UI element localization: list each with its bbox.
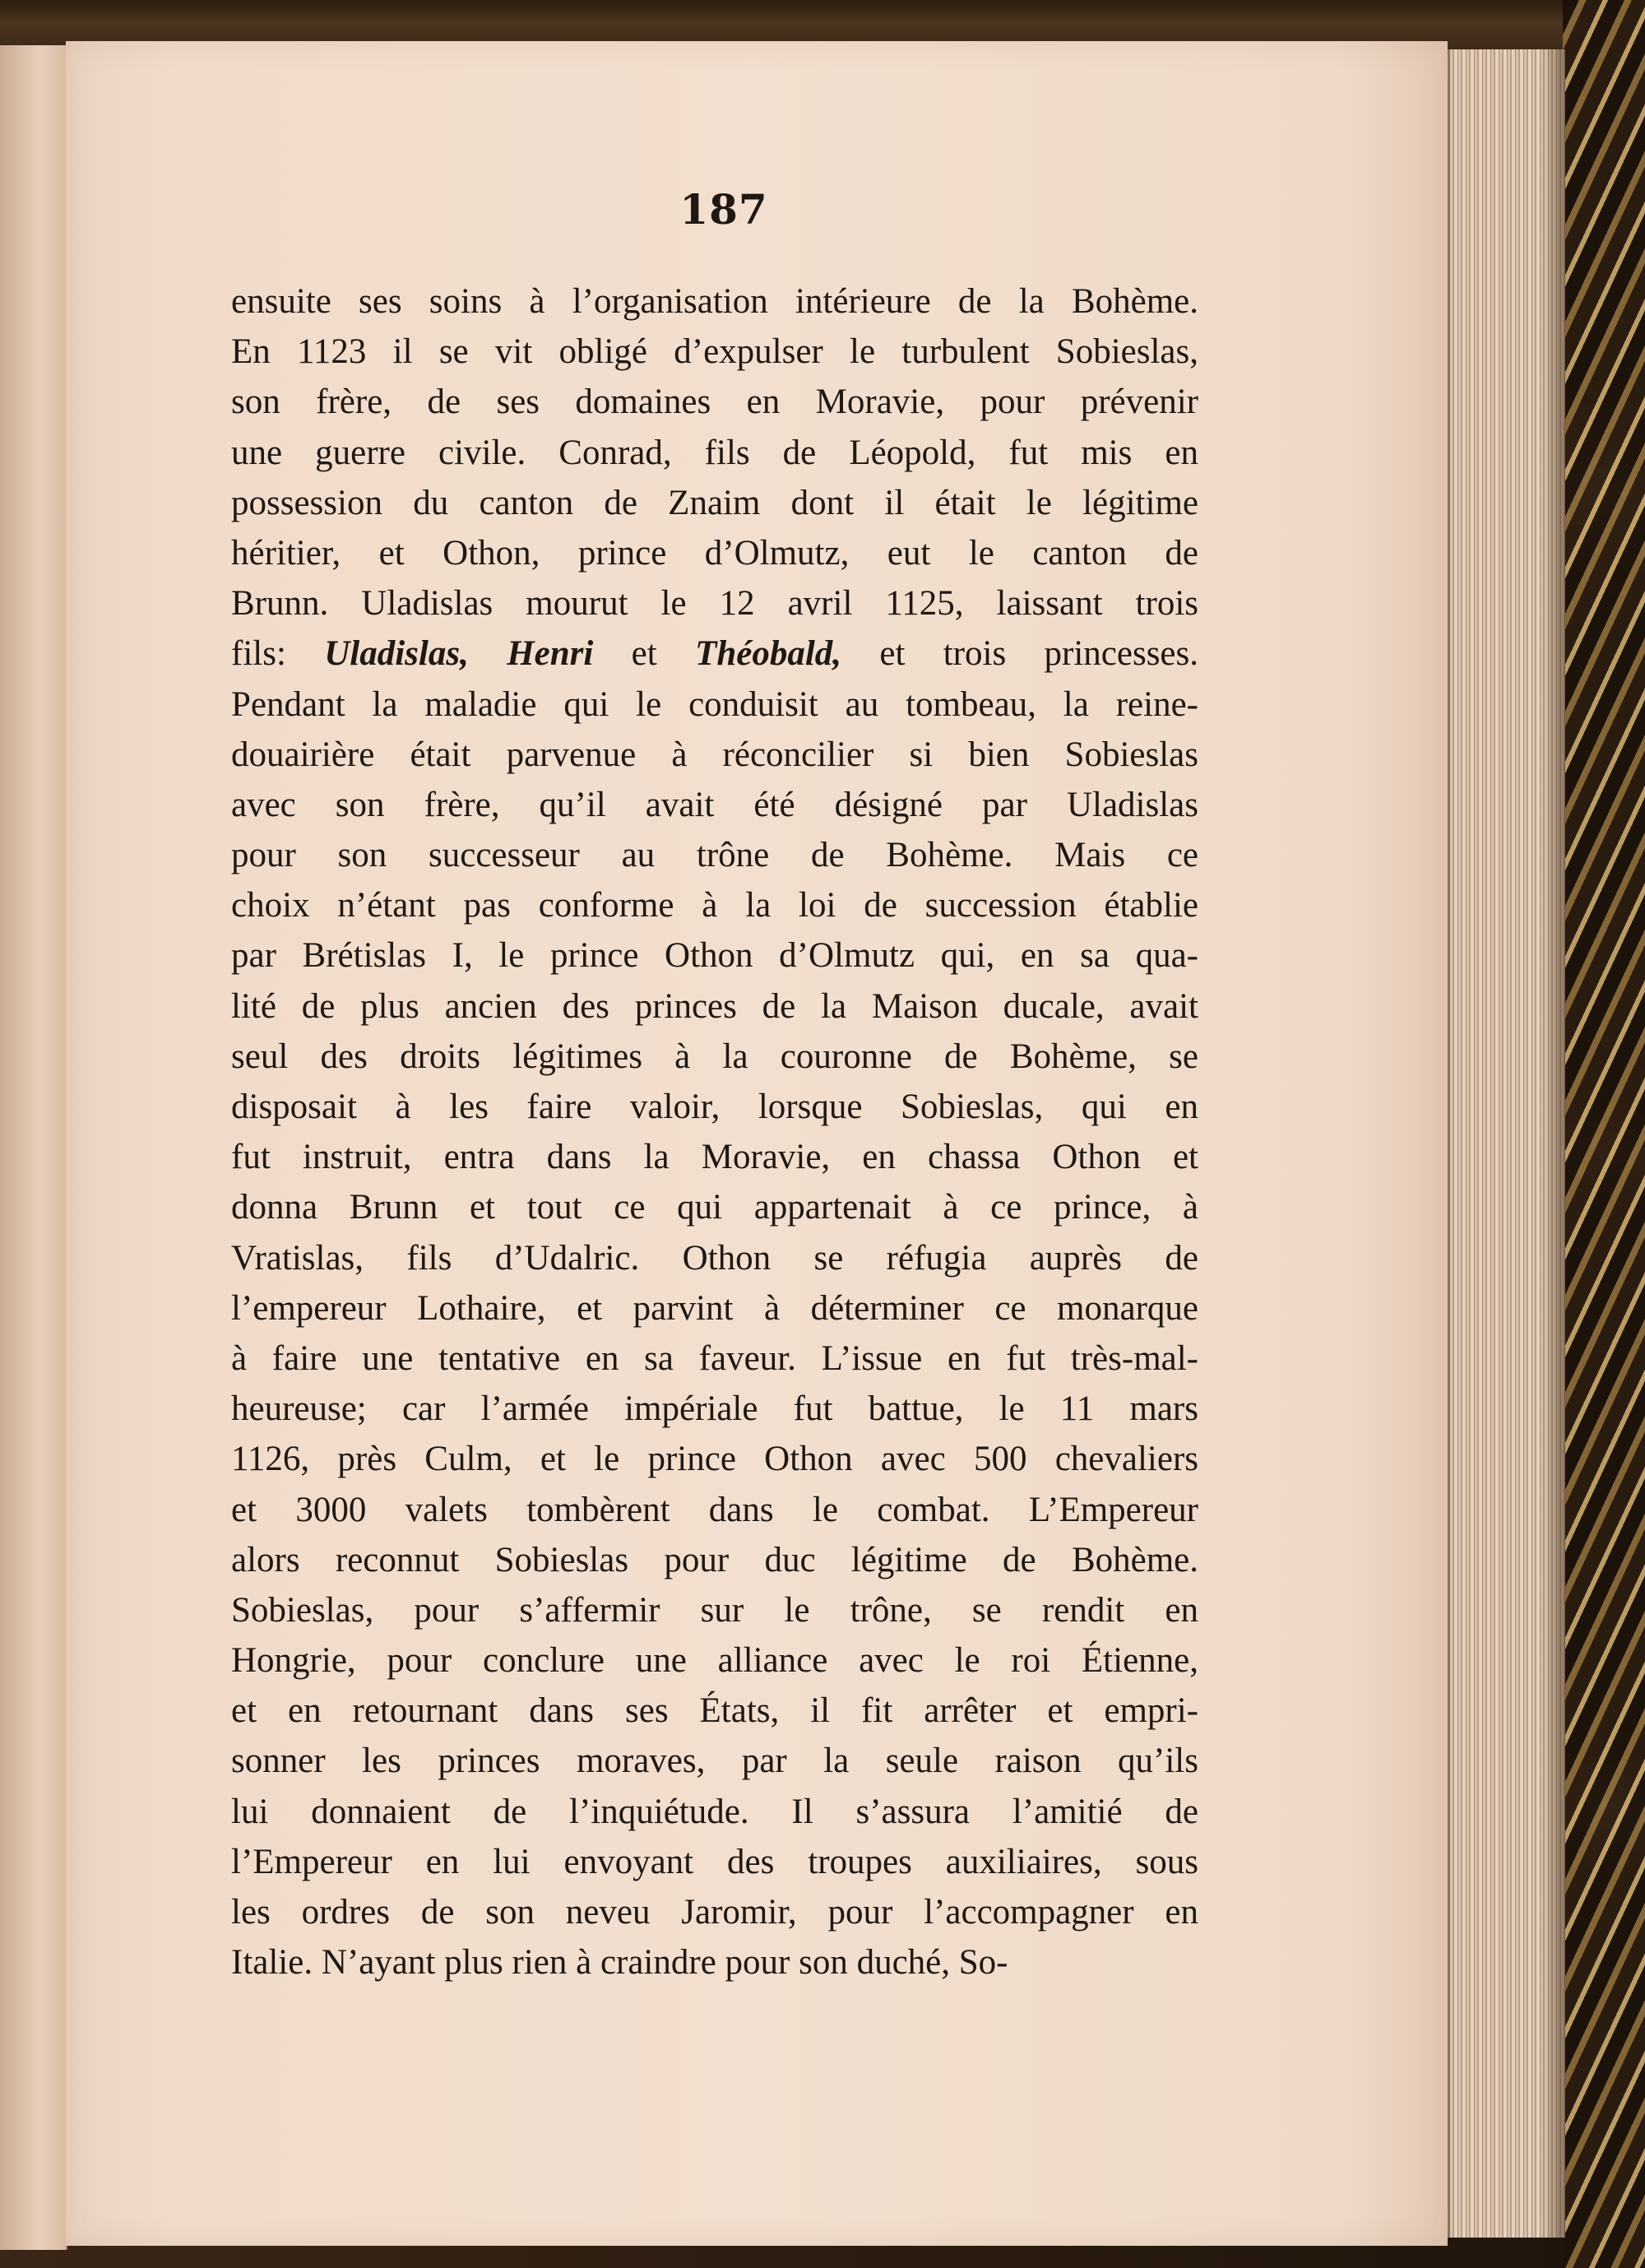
text-line xyxy=(231,1283,1198,1333)
italic-name: Théobald, xyxy=(695,634,842,674)
text-line xyxy=(231,528,1198,578)
text-line xyxy=(231,730,1198,780)
text-segment: et en retournant dans ses États, il fit arrêter et empri- xyxy=(231,1691,1198,1731)
text-line xyxy=(231,1233,1198,1283)
text-segment: 1126, près Culm, et le prince Othon avec 500 chevaliers xyxy=(231,1440,1198,1479)
text-segment: avec son frère, qu’il avait été désigné par Uladislas xyxy=(231,785,1198,824)
text-segment: pour son successeur au trône de Bohème. Mais ce xyxy=(231,836,1198,875)
text-segment: par Brétislas I, le prince Othon d’Olmutz qui, en sa qua- xyxy=(231,936,1198,976)
text-segment: possession du canton de Znaim dont il était le légitime xyxy=(231,483,1198,522)
text-line xyxy=(231,377,1198,427)
text-segment: heureuse; car l’armée impériale fut battue, le 11 mars xyxy=(231,1389,1198,1429)
text-segment: à faire une tentative en sa faveur. L’issue en fut très-mal- xyxy=(231,1338,1198,1378)
text-line xyxy=(231,1082,1198,1132)
text-line xyxy=(231,1434,1198,1484)
italic-name: Henri xyxy=(507,634,594,674)
text-segment: douairière était parvenue à réconcilier si bien Sobieslas xyxy=(231,735,1198,774)
text-segment: l’empereur Lothaire, et parvint à déterminer ce monarque xyxy=(231,1288,1198,1328)
body-text xyxy=(231,276,1198,1987)
text-line xyxy=(231,1686,1198,1736)
text-line xyxy=(231,1585,1198,1635)
text-segment: En 1123 il se vit obligé d’expulser le turbulent Sobieslas, xyxy=(231,332,1198,372)
text-line xyxy=(231,276,1198,327)
text-line xyxy=(231,830,1198,880)
text-segment: fils: xyxy=(231,634,325,674)
text-line xyxy=(231,1485,1198,1535)
text-line xyxy=(231,628,1198,679)
text-line xyxy=(231,1384,1198,1434)
text-segment: lité de plus ancien des princes de la Maison ducale, avait xyxy=(231,986,1198,1026)
text-line xyxy=(231,428,1198,478)
text-segment: alors reconnut Sobieslas pour duc légitime de Bohème. xyxy=(231,1540,1198,1579)
text-segment: héritier, et Othon, prince d’Olmutz, eut le canton de xyxy=(231,533,1198,573)
text-segment: Hongrie, pour conclure une alliance avec le roi Étienne, xyxy=(231,1641,1198,1681)
text-segment: son frère, de ses domaines en Moravie, pour prévenir xyxy=(231,383,1198,422)
text-segment: et 3000 valets tombèrent dans le combat. L’Empereur xyxy=(231,1490,1198,1529)
text-line xyxy=(231,1736,1198,1786)
text-line xyxy=(231,1635,1198,1686)
text-segment: donna Brunn et tout ce qui appartenait à ce prince, à xyxy=(231,1188,1198,1227)
text-line xyxy=(231,930,1198,981)
text-segment xyxy=(469,634,507,673)
text-line xyxy=(231,981,1198,1032)
text-segment: fut instruit, entra dans la Moravie, en chassa Othon et xyxy=(231,1138,1198,1177)
text-line xyxy=(231,1535,1198,1585)
text-segment: ensuite ses soins à l’organisation intérieure de la Bohème. xyxy=(231,282,1198,321)
text-segment: lui donnaient de l’inquiétude. Il s’assura l’amitié de xyxy=(231,1792,1198,1831)
text-segment: Italie. N’ayant plus rien à craindre pour son duché, So- xyxy=(231,1943,1008,1983)
text-segment: Brunn. Uladislas mourut le 12 avril 1125, laissant trois xyxy=(231,584,1198,624)
marbled-cover xyxy=(1563,0,1645,2268)
text-segment: les ordres de son neveu Jaromir, pour l’accompagner en xyxy=(231,1893,1198,1932)
text-line xyxy=(231,1787,1198,1837)
text-segment: sonner les princes moraves, par la seule raison qu’ils xyxy=(231,1742,1198,1781)
text-line xyxy=(231,1887,1198,1937)
text-line xyxy=(231,478,1198,528)
text-line xyxy=(231,780,1198,830)
italic-name: Uladislas, xyxy=(324,634,469,674)
text-segment: et xyxy=(593,634,696,674)
text-segment: choix n’étant pas conforme à la loi de succession établie xyxy=(231,886,1198,925)
page-edges xyxy=(1448,49,1565,2238)
text-line xyxy=(231,1032,1198,1082)
text-line xyxy=(231,1937,1198,1987)
text-line xyxy=(231,1132,1198,1182)
text-segment: l’Empereur en lui envoyant des troupes auxiliaires, sous xyxy=(231,1842,1198,1881)
text-line xyxy=(231,880,1198,930)
text-line xyxy=(231,1837,1198,1887)
text-segment: Sobieslas, pour s’affermir sur le trône, se rendit en xyxy=(231,1590,1198,1630)
text-segment: Pendant la maladie qui le conduisit au tombeau, la reine- xyxy=(231,684,1198,724)
text-line xyxy=(231,327,1198,377)
page-number: 187 xyxy=(679,185,768,234)
text-segment: une guerre civile. Conrad, fils de Léopold, fut mis en xyxy=(231,433,1198,472)
text-segment: disposait à les faire valoir, lorsque Sobieslas, qui en xyxy=(231,1088,1198,1126)
text-segment: seul des droits légitimes à la couronne de Bohème, se xyxy=(231,1037,1198,1076)
text-segment: Vratislas, fils d’Udalric. Othon se réfugia auprès de xyxy=(231,1238,1198,1278)
text-line xyxy=(231,1333,1198,1384)
facing-page-edge xyxy=(0,45,67,2250)
text-line xyxy=(231,1182,1198,1232)
text-segment: et trois princesses. xyxy=(841,634,1198,674)
text-line xyxy=(231,578,1198,628)
text-line xyxy=(231,679,1198,730)
